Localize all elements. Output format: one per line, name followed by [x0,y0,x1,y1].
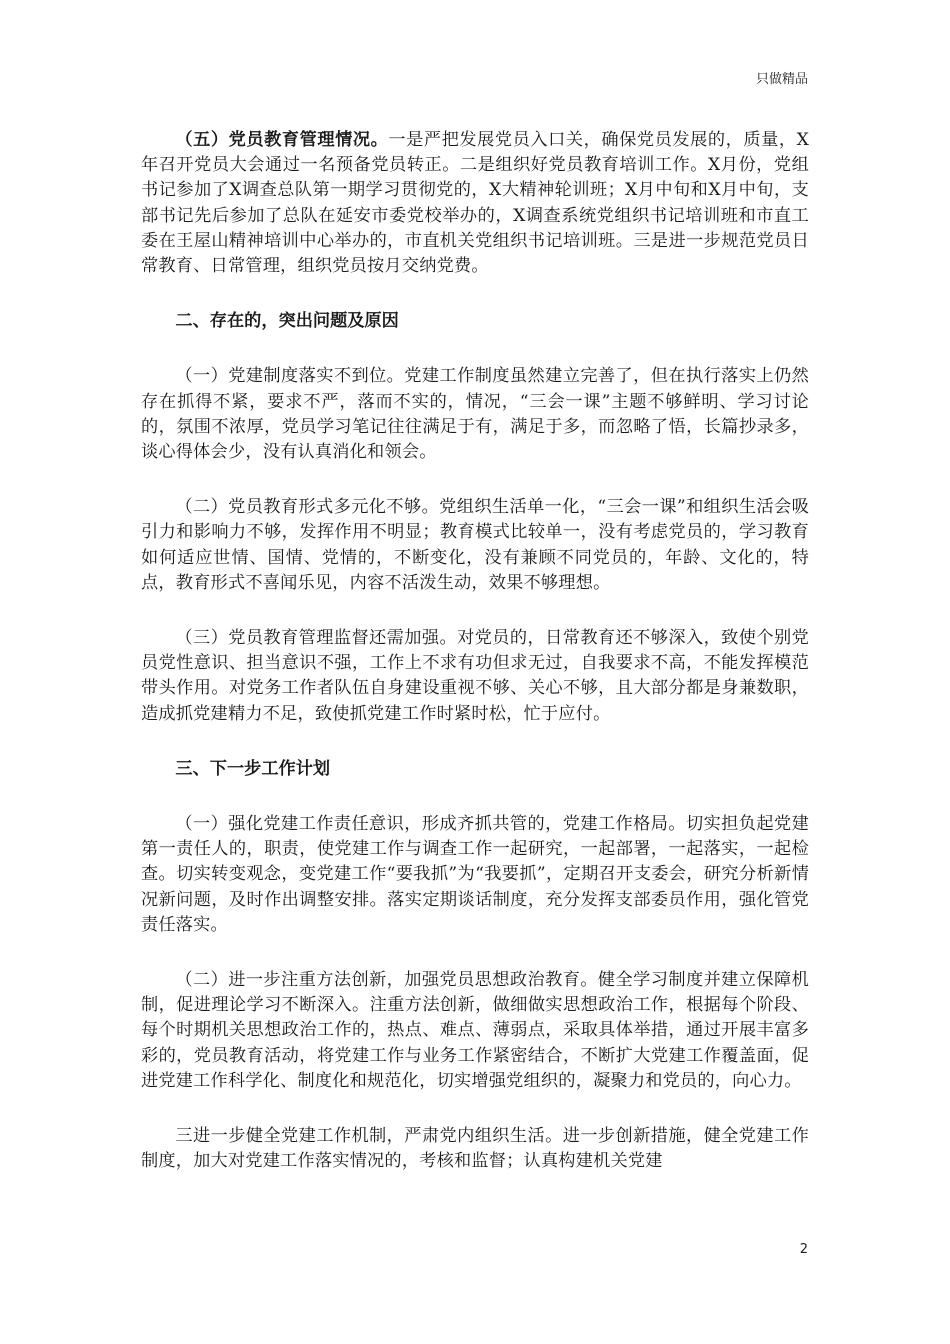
paragraph-lead-heading: （五）党员教育管理情况。 [175,130,389,150]
paragraph-party-education-management [141,128,809,279]
paragraph-problem-1: （一）党建制度落实不到位。党建工作制度虽然建立完善了，但在执行落实上仍然存在抓得不紧，要求不严，落而不实的，情况，“三会一课”主题不够鲜明、学习讨论的，氛围不浓厚，党员学习笔记往往满足于有，满足于多，而忽略了悟，长篇抄录多，谈心得体会少，没有认真消化和领会。 [141,366,809,463]
header-note: 只做精品 [755,72,808,87]
paragraph-plan-3: 三进一步健全党建工作机制，严肃党内组织生活。进一步创新措施，健全党建工作制度，加大对党建工作落实情况的，考核和监督；认真构建机关党建 [141,1126,809,1172]
section-heading-next-plan: 三、下一步工作计划 [175,758,331,779]
document-body [141,128,809,1175]
paragraph-problem-2: （二）党员教育形式多元化不够。党组织生活单一化，“三会一课”和组织生活会吸引力和影响力不够，发挥作用不明显；教育模式比较单一，没有考虑党员的，学习教育如何适应世情、国情、党情的，不断变化，没有兼顾不同党员的，年龄、文化的，特点，教育形式不喜闻乐见，内容不活泼生动，效果不够理想。 [141,497,809,593]
section-heading-problems: 二、存在的，突出问题及原因 [175,311,399,332]
paragraph-plan-1: （一）强化党建工作责任意识，形成齐抓共管的，党建工作格局。切实担负起党建第一责任人的，职责，使党建工作与调查工作一起研究，一起部署，一起落实，一起检查。切实转变观念，变党建工作“要我抓”为“我要抓”，定期召开支委会，研究分析新情况新问题，及时作出调整安排。落实定期谈话制度，充分发挥支部委员作用，强化管党责任落实。 [141,814,809,935]
paragraph-problem-3: （三）党员教育管理监督还需加强。对党员的，日常教育还不够深入，致使个别党员党性意识、担当意识不强，工作上不求有功但求无过，自我要求不高，不能发挥模范带头作用。对党务工作者队伍自身建设重视不够、关心不够，且大部分都是身兼数职，造成抓党建精力不足，致使抓党建工作时紧时松，忙于应付。 [141,628,809,724]
paragraph-text: 一是严把发展党员入口关，确保党员发展的，质量，X年召开党员大会通过一名预备党员转正。二是组织好党员教育培训工作。X月份，党组书记参加了X调查总队第一期学习贯彻党的，X大精神轮训班；X月中旬和X月中旬，支部书记先后参加了总队在延安市委党校举办的，X调查系统党组织书记培训班和市直工委在王屋山精神培训中心举办的，市直机关党组织书记培训班。三是进一步规范党员日常教育、日常管理，组织党员按月交纳党费。 [141,130,810,277]
paragraph-plan-2: （二）进一步注重方法创新，加强党员思想政治教育。健全学习制度并建立保障机制，促进理论学习不断深入。注重方法创新，做细做实思想政治工作，根据每个阶段、每个时期机关思想政治工作的，热点、难点、薄弱点，采取具体举措，通过开展丰富多彩的，党员教育活动，将党建工作与业务工作紧密结合，不断扩大党建工作覆盖面，促进党建工作科学化、制度化和规范化，切实增强党组织的，凝聚力和党员的，向心力。 [141,970,809,1091]
page-number: 2 [799,1242,808,1257]
